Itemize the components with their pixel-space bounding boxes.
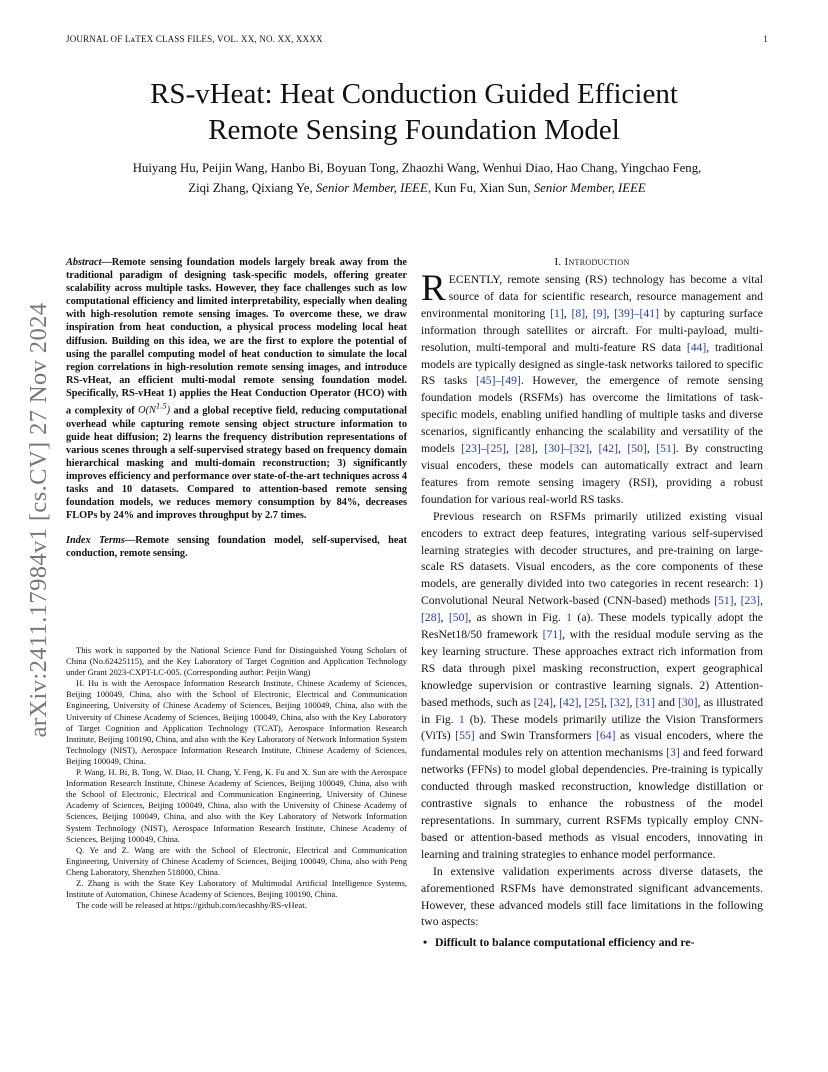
text: and feed forward networks (FFNs) to model global dependencies. Pre-training is typically conducted through masked reconstruction, knowledge distillation or contrastive signals to enhance the robustness of the model representations. In summary, current RSFMs typically employ CNN-based or attention-based methods as visual encoders, innovating in learning and training strategies to enhance model performance. [421, 746, 763, 861]
text: . By constructing visual encoders, these models can automatically extract and learn features from remote sensing imagery (RSI), providing a robust foundation for various real-world RS tasks. [421, 442, 763, 506]
citation[interactable]: [24] [533, 695, 554, 709]
text: , as illustrated in Fig. [421, 695, 764, 726]
citation[interactable]: [71] [542, 628, 563, 642]
paper-title [60, 76, 768, 148]
text: (b). These models primarily utilize the Vision Transformers (ViTs) [421, 712, 764, 743]
footnote-affiliation: P. Wang, H. Bi, B. Tong, W. Diao, H. Chang, Y. Feng, K. Fu and X. Sun are with the Aerospace Information Research Institute, Chinese Academy of Sciences, Beijing 100049, China, also with the School of Electronic, Electrical and Communication Engineering, University of Chinese Academy of Sciences, Beijing 100049, China, also with the University of Chinese Academy of Sciences, Beijing 100049, China, and also with the Key Laboratory of Network Information System Technology (NIST), Aerospace Information Research Institute, Chinese Academy of Sciences, Beijing 100049, China. [66, 767, 407, 844]
bullet-item [423, 935, 763, 952]
author-affil: Senior Member, IEEE [533, 181, 646, 195]
arxiv-watermark [14, 280, 64, 760]
title-line-2: Remote Sensing Foundation Model [208, 114, 620, 146]
author-affil: Senior Member, IEEE [315, 181, 428, 195]
citation[interactable]: [9] [592, 306, 607, 320]
footnotes [66, 645, 407, 911]
citation[interactable]: [25] [584, 695, 605, 709]
arxiv-identifier[interactable]: arXiv:2411.17984v1 [cs.CV] 27 Nov 2024 [25, 302, 52, 738]
citation[interactable]: [1] [550, 306, 564, 320]
formula-exponent: 1.5 [155, 401, 167, 412]
section-heading-introduction [421, 252, 763, 272]
authors-line-2 [66, 178, 768, 198]
citation[interactable]: [3] [666, 746, 680, 760]
text: (a). These models typically adopt the ResNet18/50 framework [421, 611, 763, 642]
index-terms-label: Index Terms [66, 535, 125, 547]
footnote-affiliation: H. Hu is with the Aerospace Information Research Institute, Chinese Academy of Sciences, Beijing 100049, China, also with the School of Electronic, Electrical and Communication Engineering, University of Chinese Academy of Sciences, Beijing 100049, China, also with the University of Chinese Academy of Sciences, Beijing 100049, China, also with the Key Laboratory of Target Cognition and Application Technology (TCAT), Aerospace Information Research Institute, Beijing 100190, China, and also with the Key Laboratory of Network Information System Technology (NIST), Aerospace Information Research Institute, Chinese Academy of Sciences, Beijing 100049, China. [66, 678, 407, 766]
citation[interactable]: [44] [686, 340, 707, 354]
citation[interactable]: [30] [678, 695, 698, 709]
citation[interactable]: [23]–[25] [461, 442, 507, 456]
citation[interactable]: [23] [740, 594, 761, 608]
right-column [421, 252, 763, 952]
text: ECENTLY, remote sensing (RS) technology has become a vital source of data for scientific research, resource management and environmental monitoring [421, 273, 763, 320]
citation[interactable]: [28] [421, 611, 441, 625]
paragraph: Previous research on RSFMs primarily utilized existing visual encoders to extract deep features, integrating various self-supervised learning strategies with decoder structures, and pre-training on large-scale RS datasets. Visual encoders, as the core components of these models, are generally divided into two categories in recent research: 1) Convolutional Neural Network-based (CNN-based) methods [51], [23], [28], [50], as shown in Fig. 1 (a). These models typically adopt the ResNet18/50 framework [71], with the residual module serving as the key learning structure. These approaches extract rich information from RS data through pixel masking reconstruction, expert geographical knowledge supervision or contrastive learning signals. 2) Attention-based methods, such as [24], [42], [25], [32], [31] and [30], as illustrated in Fig. 1 (b). These models primarily utilize the Vision Transformers (ViTs) [55] and Swin Transformers [64] as visual encoders, where the fundamental modules rely on attention mechanisms [3] and feed forward networks (FFNs) to model global dependencies. Pre-training is typically conducted through masked reconstruction, knowledge distillation or contrastive signals to enhance the robustness of the model representations. In summary, current RSFMs typically employ CNN-based or attention-based methods as visual encoders, innovating in learning and training strategies to enhance model performance. [421, 509, 764, 861]
author-list [66, 158, 768, 198]
footnote-affiliation: Q. Ye and Z. Wang are with the School of Electronic, Electrical and Communication Engineering, University of Chinese Academy of Sciences, Beijing 100049, China, also with Peng Cheng Laboratory, Shenzhen 518000, China. [66, 844, 407, 877]
text: , traditional models are typically designed as single-task networks tailored to specific RS tasks [421, 340, 763, 388]
citation[interactable]: [50] [627, 442, 647, 456]
paragraph: In extensive validation experiments across diverse datasets, the aforementioned RSFMs have demonstrated significant advancements. However, these advanced models still face limitations in the following two aspects: [421, 864, 763, 929]
abstract-text: and a global receptive field, reducing computational overhead while capturing remote sensing object structure information to guide heat diffusion; 2) learns the frequency distribution representations of various scenes through a self-supervised strategy based on frequency domain hierarchical masking and multi-domain reconstruction; 3) significantly improves efficiency and performance over state-of-the-art techniques across 4 tasks and 10 datasets. Compared to attention-based remote sensing foundation models, we reduces memory consumption by 84%, decreases FLOPs by 24% and improves throughput by 2.7 times. [66, 405, 407, 522]
section-title: Introduction [564, 256, 630, 268]
index-terms-text: —Remote sensing foundation model, self-supervised, heat conduction, remote sensing. [66, 535, 407, 560]
complexity-formula [138, 401, 171, 417]
citation[interactable]: [50] [448, 611, 469, 625]
text: , with the residual module serving as the key learning structure. These approaches extract rich information from RS data through pixel masking reconstruction, expert geographical knowledge supervision or contrastive learning signals. 2) Attention-based methods, such as [421, 628, 763, 709]
figure-ref[interactable]: 1 [458, 712, 465, 726]
drop-cap: R [421, 268, 446, 309]
citation[interactable]: [51] [656, 442, 676, 456]
footnote-code: The code will be released at https://github.com/iecashhy/RS-vHeat. [76, 900, 307, 911]
citation[interactable]: [32] [610, 695, 630, 709]
section-number: I. [554, 256, 565, 268]
introduction-body [421, 268, 764, 931]
citation[interactable]: [8] [571, 306, 586, 320]
citation[interactable]: [42] [559, 695, 579, 709]
citation[interactable]: [51] [714, 594, 734, 608]
abstract [66, 256, 407, 522]
text: and Swin Transformers [474, 729, 596, 743]
page-number: 1 [763, 34, 768, 44]
abstract-label: Abstract [66, 257, 102, 268]
figure-ref[interactable]: 1 [566, 611, 573, 625]
text: . However, the emergence of remote sensing foundation models (RSFMs) has overcome the limitations of task-specific models, enabling unified handling of multiple tasks and diverse scenarios, significantly enhancing the scalability and versatility of the models [421, 374, 764, 456]
citation[interactable]: [31] [635, 695, 655, 709]
bullet-text: Difficult to balance computational efficiency and re- [435, 936, 695, 950]
authors-line-1: Huiyang Hu, Peijin Wang, Hanbo Bi, Boyuan Tong, Zhaozhi Wang, Wenhui Diao, Hao Chang, Yingchao Feng, [132, 161, 702, 175]
paragraph: RECENTLY, remote sensing (RS) technology has become a vital source of data for scientific research, resource management and environmental monitoring [1], [8], [9], [39]–[41] by capturing surface information through satellites or aircraft. For multi-payload, multi-resolution, multi-temporal and multi-feature RS data [44], traditional models are typically designed as single-task networks tailored to specific RS tasks [45]–[49]. However, the emergence of remote sensing foundation models (RSFMs) has overcome the limitations of task-specific models, enabling unified handling of multiple tasks and diverse scenarios, significantly enhancing the scalability and versatility of the models [23]–[25], [28], [30]–[32], [42], [50], [51]. By constructing visual encoders, these models can automatically extract and learn features from remote sensing imagery (RSI), providing a robust foundation for various real-world RS tasks. [421, 268, 764, 506]
author-names: Ziqi Zhang, Qixiang Ye, [188, 181, 316, 195]
text: by capturing surface information through satellites or aircraft. For multi-payload, multi-resolution, multi-temporal and multi-feature RS data [421, 306, 763, 354]
citation[interactable]: [45]–[49] [476, 374, 521, 388]
running-header [66, 34, 768, 48]
citation[interactable]: [28] [515, 442, 535, 456]
citation[interactable]: [39]–[41] [614, 306, 659, 320]
footnote-funding: This work is supported by the National Science Fund for Distinguished Young Scholars of China (No.62425115), and the Key Laboratory of Target Cognition and Application Technology under Grant 2023-CXPT-LC-005. (Corresponding author: Peijin Wang) [66, 645, 407, 678]
left-column [66, 256, 407, 560]
formula-close: ) [166, 405, 171, 417]
text: , as shown in Fig. [468, 611, 567, 625]
title-line-1: RS-vHeat: Heat Conduction Guided Efficient [150, 78, 678, 110]
index-terms [66, 534, 407, 560]
footnote-affiliation: Z. Zhang is with the State Key Laboratory of Multimodal Artificial Intelligence Systems, Institute of Automation, Chinese Academy of Sciences, Beijing 100190, China. [66, 877, 407, 900]
formula-base: O(N [138, 405, 156, 417]
citation[interactable]: [55] [455, 729, 475, 743]
journal-header: JOURNAL OF LᴀTEX CLASS FILES, VOL. XX, NO. XX, XXXX [66, 34, 323, 44]
bullet-dot: • [423, 936, 428, 950]
text: as visual encoders, where the fundamental modules rely on attention mechanisms [421, 729, 764, 760]
citation[interactable]: [30]–[32] [544, 442, 590, 456]
citation[interactable]: [42] [598, 442, 618, 456]
citation[interactable]: [64] [595, 729, 616, 743]
text: Previous research on RSFMs primarily utilized existing visual encoders to extract deep features, integrating various self-supervised learning strategies with decoder structures, and pre-training on large-scale RS datasets. Visual encoders, as the core components of these models, are generally divided into two categories in recent research: 1) Convolutional Neural Network-based (CNN-based) methods [421, 509, 763, 608]
abstract-text: —Remote sensing foundation models largely break away from the traditional paradigm of designing task-specific models, offering greater scalability across multiple tasks. However, they face challenges such as low computational efficiency and limited interpretability, especially when dealing with high-resolution remote sensing images. To overcome these, we draw inspiration from heat conduction, a physical process modeling local heat diffusion. Building on this idea, we are the first to explore the potential of using the parallel computing model of heat conduction to simulate the local region correlations in high-resolution remote sensing images, and introduce RS-vHeat, an efficient multi-modal remote sensing foundation model. Specifically, RS-vHeat 1) applies the Heat Conduction Operator (HCO) with a complexity of [66, 257, 407, 417]
author-names: , Kun Fu, Xian Sun, [427, 181, 534, 195]
